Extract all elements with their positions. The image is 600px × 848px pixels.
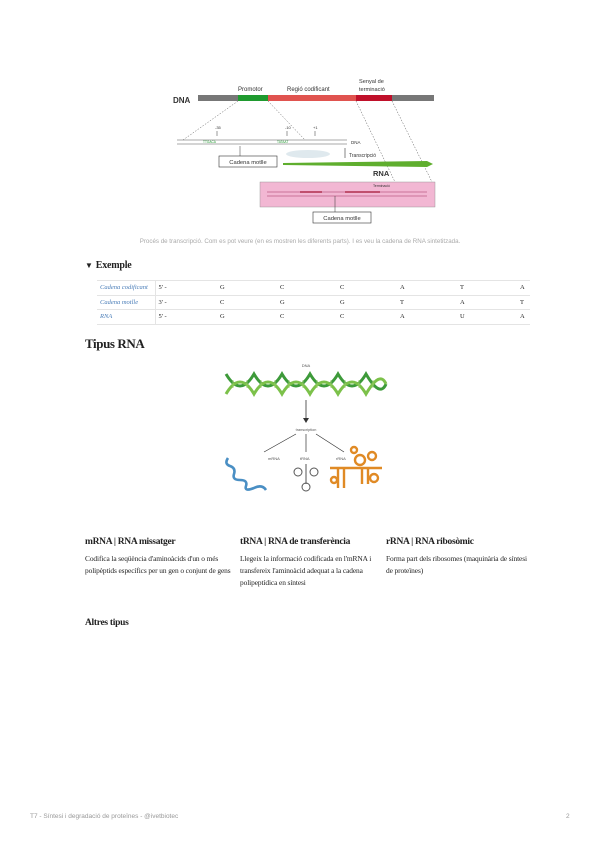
template-label-2: Cadena motlle	[323, 216, 361, 222]
trna-column	[240, 537, 388, 589]
altres-tipus-heading: Altres tipus	[85, 618, 129, 628]
base-cell: G	[277, 295, 337, 310]
base-cell: T	[397, 295, 457, 310]
row-direction: 3' -	[155, 295, 217, 310]
rrna-label: rRNA	[336, 456, 346, 461]
base-cell: G	[217, 310, 277, 325]
figure-caption: Procés de transcripció. Com es pot veure (en es mostren les diferents parts). I es veu la cadena de RNA sintetitzada.	[139, 238, 461, 245]
row-label: Cadena motlle	[97, 295, 155, 310]
dna-label: DNA	[173, 96, 191, 105]
rna-types-diagram	[222, 360, 390, 492]
page-number: 2	[566, 813, 570, 820]
seq-tataat: TATAAT	[277, 140, 289, 144]
mrna-shape	[226, 458, 266, 490]
base-cell: A	[397, 281, 457, 296]
template-label-1: Cadena motlle	[229, 160, 267, 166]
mrna-column	[85, 537, 233, 577]
tipus-heading: Tipus RNA	[85, 336, 145, 351]
rna-label: RNA	[373, 169, 390, 178]
row-label: Cadena codificant	[97, 281, 155, 296]
dna-bar-right	[392, 95, 434, 101]
dna-helix	[226, 374, 386, 394]
marker-minus35: -35	[215, 125, 221, 130]
base-cell: A	[397, 310, 457, 325]
rrna-column	[386, 537, 534, 577]
base-cell: C	[277, 281, 337, 296]
rrna-shape	[330, 447, 382, 488]
mrna-title: mRNA | RNA missatger	[85, 537, 176, 547]
trna-label: tRNA	[300, 456, 310, 461]
trna-title: tRNA | RNA de transferència	[240, 537, 351, 547]
rna-arrow	[283, 161, 433, 167]
base-cell: A	[517, 281, 530, 296]
termination-bar	[356, 95, 392, 101]
terminacio-small-label: Terminació	[373, 184, 390, 188]
base-cell: C	[337, 310, 397, 325]
table-row	[97, 310, 530, 325]
rrna-description: Forma part dels ribosomes (maquinària de síntesi de proteïnes)	[386, 554, 527, 575]
mrna-label: mRNA	[268, 456, 280, 461]
page-footer: T7 - Síntesi i degradació de proteïnes - @ivetbiotec	[30, 813, 179, 820]
trna-shape	[294, 464, 318, 491]
marker-plus1: +1	[313, 125, 318, 130]
dna-small-label: DNA	[351, 140, 361, 145]
pink-box	[260, 182, 435, 207]
row-label: RNA	[97, 310, 155, 325]
example-title: Exemple	[95, 260, 132, 271]
base-cell: T	[457, 281, 517, 296]
base-cell: G	[337, 295, 397, 310]
base-cell: C	[277, 310, 337, 325]
seq-ttgaca: TTGACA	[203, 140, 216, 144]
example-table	[97, 280, 530, 325]
base-cell: C	[337, 281, 397, 296]
dna-bar-left	[198, 95, 238, 101]
promotor-label: Promotor	[238, 87, 263, 93]
promotor-bar	[238, 95, 268, 101]
triangle-down-icon: ▼	[85, 261, 93, 270]
termination-label-1: Senyal de	[359, 79, 384, 85]
base-cell: A	[457, 295, 517, 310]
fig2-dna-label: DNA	[301, 363, 311, 368]
mrna-description: Codifica la seqüència d'aminoàcids d'un o més polipèptids específics per un gen o conjunt de gens	[85, 554, 231, 575]
base-cell: C	[217, 295, 277, 310]
transcription-diagram	[165, 72, 440, 234]
row-direction: 5' -	[155, 310, 217, 325]
row-direction: 5' -	[155, 281, 217, 296]
example-toggle[interactable]	[85, 260, 132, 271]
coding-bar	[268, 95, 356, 101]
termination-label-2: terminació	[359, 87, 385, 93]
transcription-small-label: transcription	[295, 428, 317, 432]
base-cell: A	[517, 310, 530, 325]
transcription-label: Transcripció	[349, 153, 377, 159]
base-cell: T	[517, 295, 530, 310]
trna-description: Llegeix la informació codificada en l'mRNA i transfereix l'aminoàcid adequat a la cadena polipeptídica en síntesi	[240, 554, 372, 587]
base-cell: U	[457, 310, 517, 325]
table-row	[97, 281, 530, 296]
polymerase-shape	[286, 150, 330, 158]
table-row	[97, 295, 530, 310]
coding-label: Regió codificant	[287, 87, 330, 93]
marker-minus10: -10	[285, 125, 291, 130]
rrna-title: rRNA | RNA ribosòmic	[386, 537, 474, 547]
base-cell: G	[217, 281, 277, 296]
